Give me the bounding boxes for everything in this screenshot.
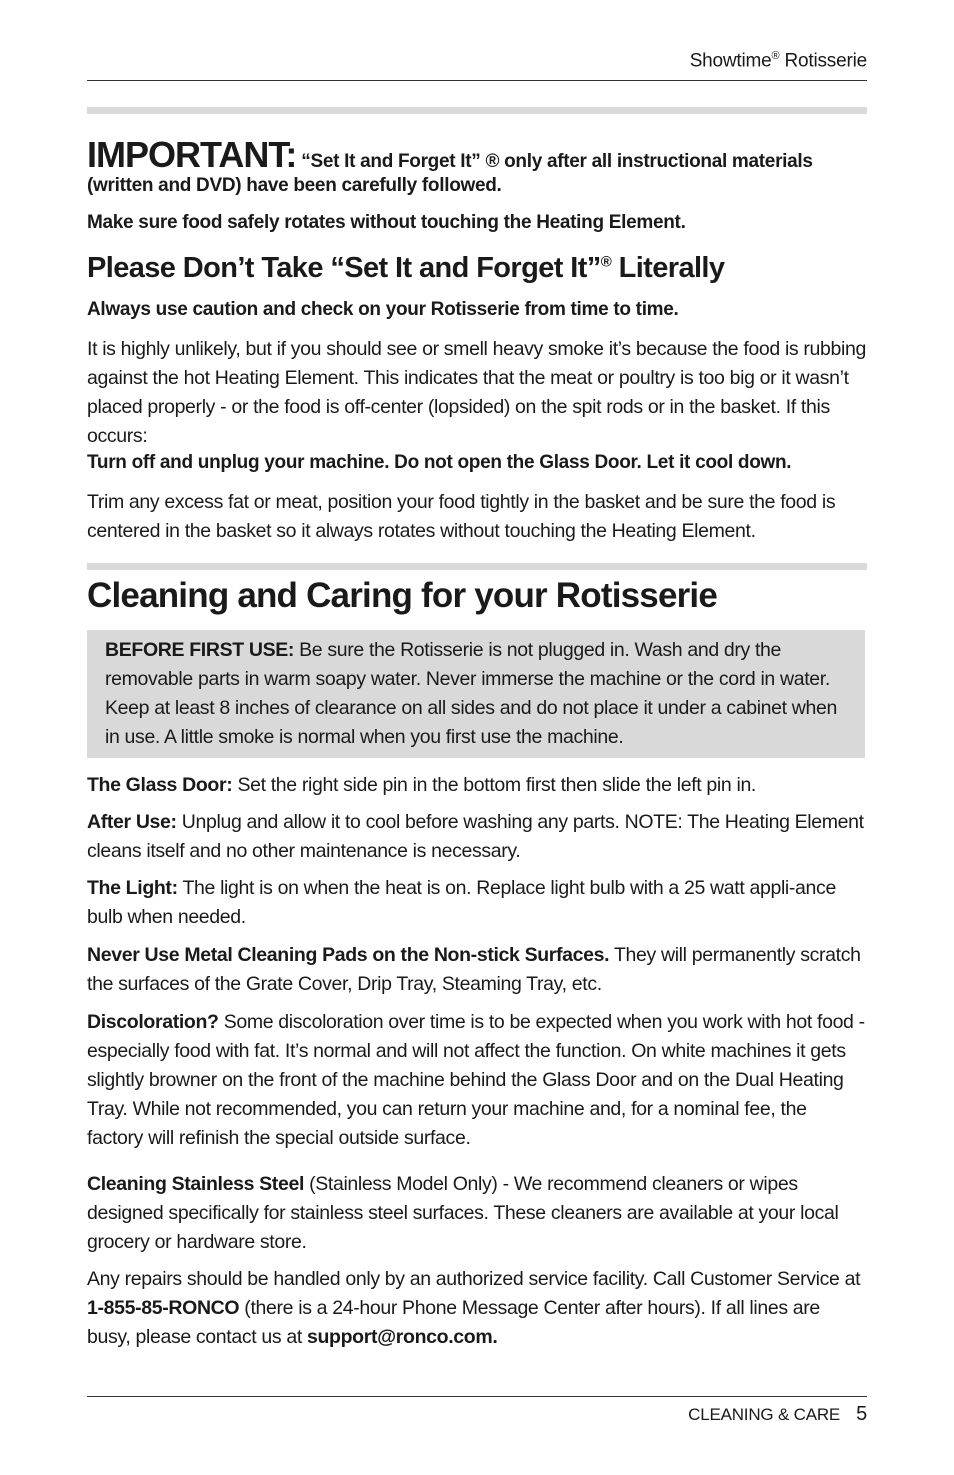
- footer-section: CLEANING & CARE: [688, 1405, 841, 1424]
- important-note: Make sure food safely rotates without touching the Heating Element.: [87, 212, 686, 233]
- after-use-label: After Use:: [87, 811, 177, 833]
- glass-door-text: Set the right side pin in the bottom first then slide the left pin in.: [232, 774, 757, 796]
- page-number: 5: [856, 1403, 867, 1425]
- before-first-use-body: Be sure the Rotisserie is not plugged in. Wash and dry the removable parts in warm soapy water. Never immerse the machine or the cord in water. Keep at least 8 inches of clearance on all sides and do not place it under a cabinet when in use. A little smoke is normal when you first use the machine.: [105, 639, 838, 748]
- footer-rule: [87, 1396, 867, 1397]
- caution-text: Always use caution and check on your Rotisserie from time to time.: [87, 299, 679, 320]
- glass-door-paragraph: [87, 771, 867, 800]
- running-header: [690, 50, 867, 72]
- before-first-use-label: BEFORE FIRST USE:: [105, 639, 295, 661]
- literally-heading-rest: Literally: [611, 252, 725, 284]
- before-first-use-text: [105, 636, 850, 752]
- discoloration-paragraph: [87, 1008, 867, 1153]
- after-use-paragraph: [87, 808, 867, 866]
- cleaning-pads-text: They will permanently scratch the surfaces of the Grate Cover, Drip Tray, Steaming Tray, etc.: [87, 944, 861, 995]
- header-title-rest: Rotisserie: [779, 50, 867, 72]
- light-text: The light is on when the heat is on. Replace light bulb with a 25 watt appli-ance bulb when needed.: [87, 877, 836, 928]
- light-label: The Light:: [87, 877, 178, 899]
- important-notice: [87, 134, 867, 197]
- header-reg: ®: [771, 50, 780, 62]
- trim-paragraph: Trim any excess fat or meat, position your food tightly in the basket and be sure the food is centered in the basket so it always rotates without touching the Heating Element.: [87, 491, 836, 542]
- smoke-paragraph: It is highly unlikely, but if you should see or smell heavy smoke it’s because the food is rubbing against the hot Heating Element. This indicates that the meat or poultry is too big or it wasn’t placed properly - or the food is off-center (lopsided) on the spit rods or in the basket. If this occurs:: [87, 338, 866, 447]
- cleaning-heading: Cleaning and Caring for your Rotisserie: [87, 576, 718, 615]
- repairs-text-1: Any repairs should be handled only by an authorized service facility. Call Customer Service at: [87, 1268, 861, 1290]
- important-label: IMPORTANT:: [87, 134, 297, 175]
- running-footer: [688, 1403, 867, 1426]
- section-divider-middle: [87, 563, 867, 570]
- literally-heading-text: Please Don’t Take “Set It and Forget It”: [87, 252, 601, 284]
- glass-door-label: The Glass Door:: [87, 774, 233, 796]
- important-text-2: (written and DVD) have been carefully followed.: [87, 175, 502, 196]
- light-paragraph: [87, 874, 867, 932]
- literally-heading-reg: ®: [600, 253, 612, 271]
- stainless-steel-text: (Stainless Model Only) - We recommend cleaners or wipes designed specifically for stainless steel surfaces. These cleaners are available at your local grocery or hardware store.: [87, 1173, 839, 1253]
- section-divider-top: [87, 107, 867, 114]
- support-email: support@ronco.com.: [307, 1326, 498, 1348]
- repairs-text-2: (there is a 24-hour Phone Message Center after hours). If all lines are busy, please contact us at: [87, 1297, 820, 1348]
- repairs-paragraph: [87, 1265, 867, 1352]
- important-text-1: “Set It and Forget It” ® only after all instructional materials: [296, 151, 813, 172]
- cleaning-pads-paragraph: [87, 941, 867, 999]
- after-use-text: Unplug and allow it to cool before washing any parts. NOTE: The Heating Element cleans itself and no other maintenance is necessary.: [87, 811, 864, 862]
- before-first-use-callout: [87, 630, 865, 758]
- discoloration-label: Discoloration?: [87, 1011, 219, 1033]
- cleaning-pads-label: Never Use Metal Cleaning Pads on the Non-stick Surfaces.: [87, 944, 610, 966]
- literally-heading: [87, 252, 867, 285]
- stainless-steel-label: Cleaning Stainless Steel: [87, 1173, 305, 1195]
- header-title: Showtime: [689, 50, 772, 72]
- stainless-steel-paragraph: [87, 1170, 867, 1257]
- phone-number: 1-855-85-RONCO: [87, 1297, 240, 1319]
- header-rule: [87, 80, 867, 81]
- discoloration-text: Some discoloration over time is to be expected when you work with hot food - especially food with fat. It’s normal and will not affect the function. On white machines it gets slightly browner on the front of the machine behind the Glass Door and on the Dual Heating Tray. While not recommended, you can return your machine and, for a nominal fee, the factory will refinish the special outside surface.: [87, 1011, 865, 1149]
- unplug-warning: Turn off and unplug your machine. Do not open the Glass Door. Let it cool down.: [87, 452, 792, 473]
